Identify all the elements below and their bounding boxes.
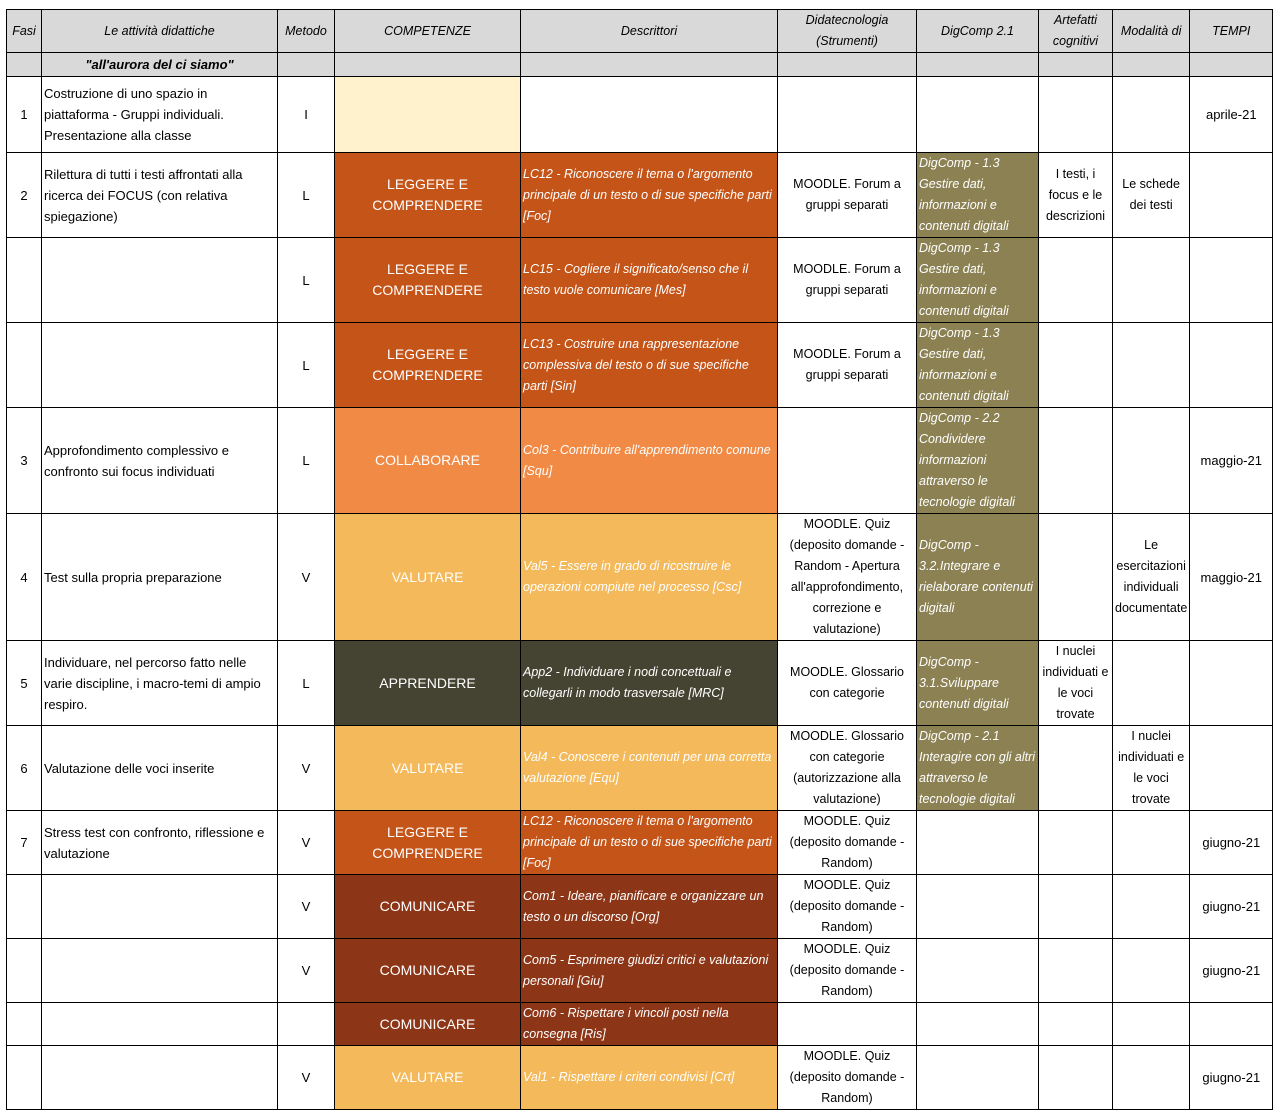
- competenza-cell[interactable]: LEGGERE E COMPRENDERE: [335, 811, 521, 875]
- modalita-cell[interactable]: [1113, 641, 1190, 726]
- modalita-cell[interactable]: I nuclei individuati e le voci trovate: [1113, 726, 1190, 811]
- modalita-cell[interactable]: [1113, 238, 1190, 323]
- tempi-cell[interactable]: aprile-21: [1190, 77, 1273, 153]
- descrittore-cell[interactable]: Val1 - Rispettare i criteri condivisi [Crt]: [521, 1046, 778, 1110]
- header-metodo[interactable]: Metodo: [278, 10, 335, 53]
- attivita-cell[interactable]: [42, 1046, 278, 1110]
- table-row: [7, 238, 1273, 323]
- fase-cell[interactable]: 3: [7, 408, 42, 514]
- artefatti-cell[interactable]: [1039, 238, 1113, 323]
- competenza-cell[interactable]: COMUNICARE: [335, 875, 521, 939]
- descrittore-cell[interactable]: LC12 - Riconoscere il tema o l'argomento principale di un testo o di sue specifiche parti [Foc]: [521, 153, 778, 238]
- attivita-cell[interactable]: [42, 323, 278, 408]
- metodo-cell[interactable]: V: [278, 939, 335, 1003]
- strumenti-cell[interactable]: MOODLE. Glossario con categorie: [778, 641, 917, 726]
- artefatti-cell[interactable]: [1039, 726, 1113, 811]
- metodo-cell[interactable]: V: [278, 726, 335, 811]
- descrittore-cell[interactable]: Com5 - Esprimere giudizi critici e valutazioni personali [Giu]: [521, 939, 778, 1003]
- strumenti-cell[interactable]: [778, 1003, 917, 1046]
- table-row: [7, 1046, 1273, 1110]
- modalita-cell[interactable]: [1113, 323, 1190, 408]
- table-row: [7, 939, 1273, 1003]
- descrittore-cell[interactable]: Val4 - Conoscere i contenuti per una corretta valutazione [Equ]: [521, 726, 778, 811]
- artefatti-cell[interactable]: [1039, 811, 1113, 875]
- header-descrittori[interactable]: Descrittori: [521, 10, 778, 53]
- artefatti-cell[interactable]: [1039, 408, 1113, 514]
- modalita-cell[interactable]: [1113, 1003, 1190, 1046]
- artefatti-cell[interactable]: [1039, 323, 1113, 408]
- artefatti-cell[interactable]: [1039, 514, 1113, 641]
- attivita-cell[interactable]: Stress test con confronto, riflessione e valutazione: [42, 811, 278, 875]
- modalita-cell[interactable]: Le schede dei testi: [1113, 153, 1190, 238]
- metodo-cell[interactable]: V: [278, 811, 335, 875]
- fase-cell[interactable]: 6: [7, 726, 42, 811]
- fase-cell[interactable]: 2: [7, 153, 42, 238]
- descrittore-cell[interactable]: App2 - Individuare i nodi concettuali e collegarli in modo trasversale [MRC]: [521, 641, 778, 726]
- cell[interactable]: [917, 53, 1039, 77]
- metodo-cell[interactable]: L: [278, 641, 335, 726]
- descrittore-cell[interactable]: Com1 - Ideare, pianificare e organizzare un testo o un discorso [Org]: [521, 875, 778, 939]
- cell[interactable]: [778, 53, 917, 77]
- metodo-cell[interactable]: L: [278, 323, 335, 408]
- descrittore-cell[interactable]: Com6 - Rispettare i vincoli posti nella consegna [Ris]: [521, 1003, 778, 1046]
- tempi-cell[interactable]: maggio-21: [1190, 408, 1273, 514]
- competenza-cell[interactable]: LEGGERE E COMPRENDERE: [335, 323, 521, 408]
- attivita-cell[interactable]: Individuare, nel percorso fatto nelle varie discipline, i macro-temi di ampio respiro.: [42, 641, 278, 726]
- attivita-cell[interactable]: [42, 939, 278, 1003]
- table-row: [7, 153, 1273, 238]
- digcomp-cell[interactable]: DigComp - 3.1.Sviluppare contenuti digitali: [917, 641, 1039, 726]
- table-row: [7, 641, 1273, 726]
- artefatti-cell[interactable]: [1039, 1003, 1113, 1046]
- digcomp-cell[interactable]: DigComp - 3.2.Integrare e rielaborare contenuti digitali: [917, 514, 1039, 641]
- metodo-cell[interactable]: L: [278, 153, 335, 238]
- digcomp-cell[interactable]: [917, 1003, 1039, 1046]
- header-attivita[interactable]: Le attività didattiche: [42, 10, 278, 53]
- competenza-cell[interactable]: COMUNICARE: [335, 1003, 521, 1046]
- header-tempi[interactable]: TEMPI: [1190, 10, 1273, 53]
- metodo-cell[interactable]: [278, 1003, 335, 1046]
- strumenti-cell[interactable]: MOODLE. Quiz (deposito domande - Random): [778, 939, 917, 1003]
- metodo-cell[interactable]: V: [278, 875, 335, 939]
- competenza-cell[interactable]: LEGGERE E COMPRENDERE: [335, 238, 521, 323]
- attivita-cell[interactable]: Valutazione delle voci inserite: [42, 726, 278, 811]
- tempi-cell[interactable]: maggio-21: [1190, 514, 1273, 641]
- metodo-cell[interactable]: L: [278, 408, 335, 514]
- attivita-cell[interactable]: Costruzione di uno spazio in piattaforma - Gruppi individuali. Presentazione alla classe: [42, 77, 278, 153]
- header-artefatti[interactable]: Artefatti cognitivi: [1039, 10, 1113, 53]
- digcomp-cell[interactable]: [917, 875, 1039, 939]
- attivita-cell[interactable]: Approfondimento complessivo e confronto sui focus individuati: [42, 408, 278, 514]
- competenza-cell[interactable]: [335, 77, 521, 153]
- artefatti-cell[interactable]: [1039, 77, 1113, 153]
- cell[interactable]: [1190, 53, 1273, 77]
- header-fasi[interactable]: Fasi: [7, 10, 42, 53]
- tempi-cell[interactable]: [1190, 1003, 1273, 1046]
- descrittore-cell[interactable]: LC13 - Costruire una rappresentazione complessiva del testo o di sue specifiche parti [Sin]: [521, 323, 778, 408]
- attivita-cell[interactable]: [42, 875, 278, 939]
- competenza-cell[interactable]: VALUTARE: [335, 726, 521, 811]
- modalita-cell[interactable]: [1113, 811, 1190, 875]
- strumenti-cell[interactable]: MOODLE. Quiz (deposito domande - Random): [778, 1046, 917, 1110]
- descrittore-cell[interactable]: Val5 - Essere in grado di ricostruire le operazioni compiute nel processo [Csc]: [521, 514, 778, 641]
- strumenti-cell[interactable]: MOODLE. Forum a gruppi separati: [778, 238, 917, 323]
- strumenti-cell[interactable]: MOODLE. Quiz (deposito domande - Random): [778, 811, 917, 875]
- cell[interactable]: [278, 53, 335, 77]
- descrittore-cell[interactable]: LC15 - Cogliere il significato/senso che il testo vuole comunicare [Mes]: [521, 238, 778, 323]
- modalita-cell[interactable]: [1113, 408, 1190, 514]
- header-competenze[interactable]: COMPETENZE: [335, 10, 521, 53]
- header-digcomp[interactable]: DigComp 2.1: [917, 10, 1039, 53]
- artefatti-cell[interactable]: I testi, i focus e le descrizioni: [1039, 153, 1113, 238]
- table-row: [7, 514, 1273, 641]
- table-row: [7, 875, 1273, 939]
- fase-cell[interactable]: [7, 323, 42, 408]
- artefatti-cell[interactable]: [1039, 939, 1113, 1003]
- strumenti-cell[interactable]: [778, 77, 917, 153]
- strumenti-cell[interactable]: MOODLE. Forum a gruppi separati: [778, 153, 917, 238]
- competenza-cell[interactable]: LEGGERE E COMPRENDERE: [335, 153, 521, 238]
- competenza-cell[interactable]: COMUNICARE: [335, 939, 521, 1003]
- cell[interactable]: [1113, 53, 1190, 77]
- attivita-cell[interactable]: Test sulla propria preparazione: [42, 514, 278, 641]
- modalita-cell[interactable]: [1113, 875, 1190, 939]
- tempi-cell[interactable]: giugno-21: [1190, 811, 1273, 875]
- tempi-cell[interactable]: [1190, 153, 1273, 238]
- cell[interactable]: [335, 53, 521, 77]
- digcomp-cell[interactable]: DigComp - 2.1 Interagire con gli altri attraverso le tecnologie digitali: [917, 726, 1039, 811]
- fase-cell[interactable]: [7, 875, 42, 939]
- digcomp-cell[interactable]: DigComp - 1.3 Gestire dati, informazioni e contenuti digitali: [917, 323, 1039, 408]
- modalita-cell[interactable]: [1113, 77, 1190, 153]
- strumenti-cell[interactable]: [778, 408, 917, 514]
- fase-cell[interactable]: 4: [7, 514, 42, 641]
- digcomp-cell[interactable]: [917, 939, 1039, 1003]
- tempi-cell[interactable]: giugno-21: [1190, 939, 1273, 1003]
- tempi-cell[interactable]: giugno-21: [1190, 1046, 1273, 1110]
- competenza-cell[interactable]: VALUTARE: [335, 1046, 521, 1110]
- fase-cell[interactable]: 7: [7, 811, 42, 875]
- fase-cell[interactable]: [7, 1003, 42, 1046]
- cell[interactable]: [1039, 53, 1113, 77]
- attivita-cell[interactable]: [42, 1003, 278, 1046]
- attivita-cell[interactable]: [42, 238, 278, 323]
- digcomp-cell[interactable]: [917, 77, 1039, 153]
- artefatti-cell[interactable]: [1039, 875, 1113, 939]
- fase-cell[interactable]: [7, 1046, 42, 1110]
- activities-table: [6, 9, 1273, 1110]
- digcomp-cell[interactable]: [917, 811, 1039, 875]
- table-row: [7, 726, 1273, 811]
- section-title-row: [7, 53, 1273, 77]
- strumenti-cell[interactable]: MOODLE. Quiz (deposito domande - Random - Apertura all'approfondimento, correzione e valutazione): [778, 514, 917, 641]
- table-row: [7, 1003, 1273, 1046]
- strumenti-cell[interactable]: MOODLE. Glossario con categorie (autorizzazione alla valutazione): [778, 726, 917, 811]
- fase-cell[interactable]: 5: [7, 641, 42, 726]
- cell[interactable]: [521, 53, 778, 77]
- metodo-cell[interactable]: I: [278, 77, 335, 153]
- modalita-cell[interactable]: [1113, 939, 1190, 1003]
- digcomp-cell[interactable]: DigComp - 1.3 Gestire dati, informazioni e contenuti digitali: [917, 153, 1039, 238]
- descrittore-cell[interactable]: [521, 77, 778, 153]
- fase-cell[interactable]: 1: [7, 77, 42, 153]
- section-title[interactable]: "all'aurora del ci siamo": [42, 53, 278, 77]
- modalita-cell[interactable]: Le esercitazioni individuali documentate: [1113, 514, 1190, 641]
- digcomp-cell[interactable]: [917, 1046, 1039, 1110]
- artefatti-cell[interactable]: [1039, 1046, 1113, 1110]
- table-row: [7, 408, 1273, 514]
- table-row: [7, 77, 1273, 153]
- header-didatecnologia[interactable]: Didatecnologia (Strumenti): [778, 10, 917, 53]
- modalita-cell[interactable]: [1113, 1046, 1190, 1110]
- cell[interactable]: [7, 53, 42, 77]
- tempi-cell[interactable]: [1190, 238, 1273, 323]
- metodo-cell[interactable]: V: [278, 1046, 335, 1110]
- tempi-cell[interactable]: [1190, 726, 1273, 811]
- strumenti-cell[interactable]: MOODLE. Quiz (deposito domande - Random): [778, 875, 917, 939]
- header-modalita[interactable]: Modalità di: [1113, 10, 1190, 53]
- fase-cell[interactable]: [7, 939, 42, 1003]
- metodo-cell[interactable]: V: [278, 514, 335, 641]
- table-row: [7, 811, 1273, 875]
- tempi-cell[interactable]: [1190, 323, 1273, 408]
- competenza-cell[interactable]: APPRENDERE: [335, 641, 521, 726]
- digcomp-cell[interactable]: DigComp - 1.3 Gestire dati, informazioni e contenuti digitali: [917, 238, 1039, 323]
- digcomp-cell[interactable]: DigComp - 2.2 Condividere informazioni attraverso le tecnologie digitali: [917, 408, 1039, 514]
- descrittore-cell[interactable]: Col3 - Contribuire all'apprendimento comune [Squ]: [521, 408, 778, 514]
- artefatti-cell[interactable]: I nuclei individuati e le voci trovate: [1039, 641, 1113, 726]
- strumenti-cell[interactable]: MOODLE. Forum a gruppi separati: [778, 323, 917, 408]
- attivita-cell[interactable]: Rilettura di tutti i testi affrontati alla ricerca dei FOCUS (con relativa spiegazione): [42, 153, 278, 238]
- competenza-cell[interactable]: VALUTARE: [335, 514, 521, 641]
- metodo-cell[interactable]: L: [278, 238, 335, 323]
- table-row: [7, 323, 1273, 408]
- competenza-cell[interactable]: COLLABORARE: [335, 408, 521, 514]
- header-row: [7, 10, 1273, 53]
- descrittore-cell[interactable]: LC12 - Riconoscere il tema o l'argomento principale di un testo o di sue specifiche parti [Foc]: [521, 811, 778, 875]
- tempi-cell[interactable]: [1190, 641, 1273, 726]
- tempi-cell[interactable]: giugno-21: [1190, 875, 1273, 939]
- fase-cell[interactable]: [7, 238, 42, 323]
